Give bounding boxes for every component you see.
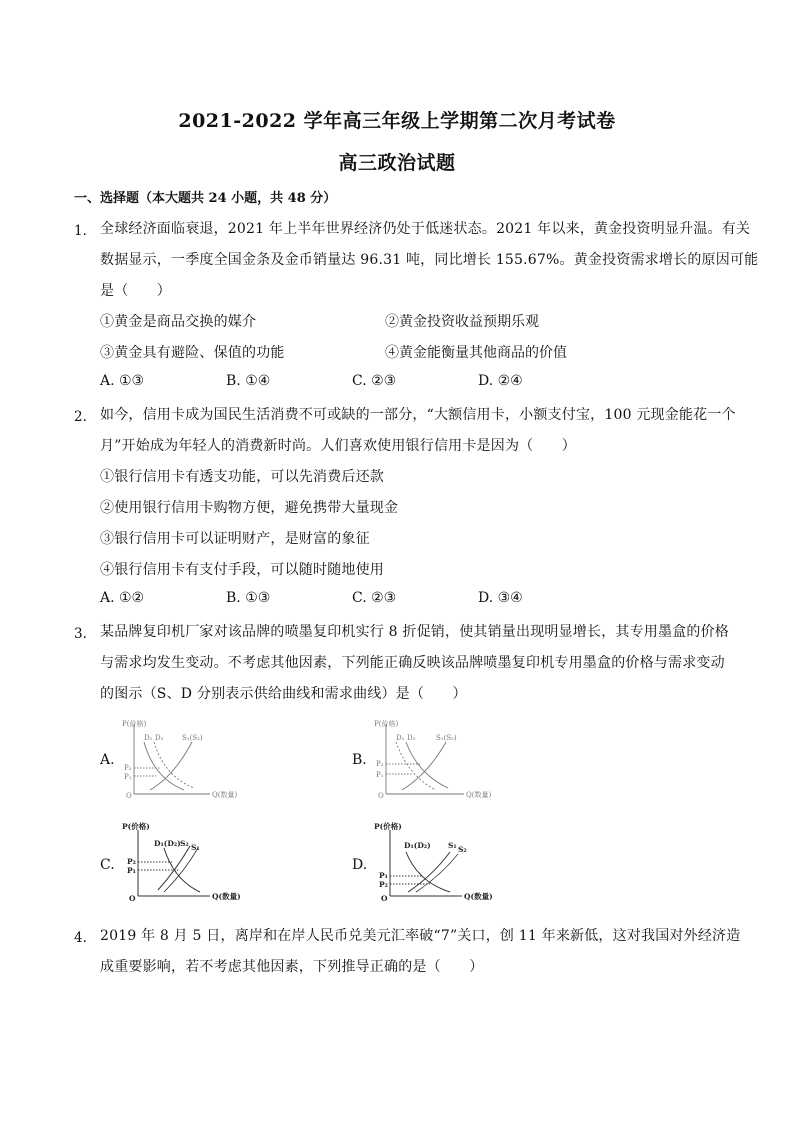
statement-item: ④银行信用卡有支付手段，可以随时随地使用 (100, 562, 384, 578)
supply-demand-graph-c (118, 818, 248, 908)
q-axis-label: Q(数量) (212, 791, 238, 799)
p2-label: P₂ (379, 880, 388, 889)
choice-d: D. ③④ (478, 590, 523, 606)
origin-label: O (378, 792, 384, 800)
origin-label: O (129, 894, 136, 903)
p1-label: P₁ (379, 871, 388, 880)
question-text-line: 数据显示，一季度全国金条及金币销量达 96.31 吨，同比增长 155.67%。黄金投资需求增长的原因可能 (100, 252, 759, 268)
choice-c: C. ②③ (352, 373, 397, 389)
choice-d: D. ②④ (478, 373, 523, 389)
question-number: 2. (74, 409, 87, 425)
p-axis-label: P(价格) (374, 822, 402, 831)
exam-title: 2021-2022 学年高三年级上学期第二次月考试卷 (178, 110, 616, 132)
figure-label-b: B. (352, 752, 367, 768)
question-number: 4. (74, 930, 87, 946)
statement-item: ②使用银行信用卡购物方便，避免携带大量现金 (100, 500, 399, 516)
supply-demand-graph-a (118, 716, 238, 806)
p1-label: P₁ (124, 773, 132, 781)
d2-label: D₂ (155, 734, 164, 742)
d1-label: D₁ (396, 734, 405, 742)
p-axis-label: P(价格) (122, 822, 150, 831)
p2-label: P₂ (127, 857, 136, 866)
q-axis-label: Q(数量) (464, 892, 493, 901)
s-label: S₁(S₂) (182, 734, 203, 742)
statement-item: ③银行信用卡可以证明财产，是财富的象征 (100, 531, 370, 547)
p-axis-label: P(价格) (374, 720, 399, 728)
supply-demand-graph-d (370, 818, 500, 908)
statement-item: ①银行信用卡有透支功能，可以先消费后还款 (100, 469, 384, 485)
question-text-line: 与需求均发生变动。不考虑其他因素，下列能正确反映该品牌喷墨复印机专用墨盒的价格与需求变动 (100, 655, 725, 671)
question-text-line: 如今，信用卡成为国民生活消费不可或缺的一部分，“大额信用卡，小额支付宝，100 元现金能花一个 (100, 407, 736, 423)
statement-item: ④黄金能衡量其他商品的价值 (385, 345, 567, 361)
d1-label: D₁ (144, 734, 153, 742)
question-text-line: 某品牌复印机厂家对该品牌的喷墨复印机实行 8 折促销，使其销量出现明显增长，其专用墨盒的价格 (100, 624, 730, 640)
section-heading: 一、选择题（本大题共 24 小题，共 48 分） (74, 191, 337, 206)
d2-label: D₂ (407, 734, 416, 742)
figure-label-d: D. (352, 857, 368, 873)
question-text-line: 是（ ） (100, 283, 171, 299)
question-text-line: 全球经济面临衰退，2021 年上半年世界经济仍处于低迷状态。2021 年以来，黄金投资明显升温。有关 (100, 221, 751, 237)
q-axis-label: Q(数量) (466, 791, 492, 799)
exam-subtitle: 高三政治试题 (338, 152, 456, 174)
statement-item: ②黄金投资收益预期乐观 (385, 314, 539, 330)
question-text-line: 成重要影响，若不考虑其他因素，下列推导正确的是（ ） (100, 959, 484, 975)
s1-label: S₁ (191, 843, 200, 852)
choice-c: C. ②③ (352, 590, 397, 606)
choice-a: A. ①③ (100, 373, 145, 389)
supply-demand-graph-b (370, 716, 494, 806)
question-number: 3. (74, 626, 87, 642)
s2-label: S₂ (458, 845, 467, 854)
origin-label: O (126, 792, 132, 800)
figure-label-c: C. (100, 857, 115, 873)
statement-item: ③黄金具有避险、保值的功能 (100, 345, 285, 361)
p2-label: P₂ (124, 764, 132, 772)
figure-label-a: A. (100, 752, 115, 768)
choice-b: B. ①④ (226, 373, 271, 389)
choice-b: B. ①③ (226, 590, 271, 606)
p-axis-label: P(价格) (122, 720, 147, 728)
question-text-line: 的图示（S、D 分别表示供给曲线和需求曲线）是（ ） (100, 686, 467, 702)
question-text-line: 2019 年 8 月 5 日，离岸和在岸人民币兑美元汇率破“7”关口，创 11 年来新低，这对我国对外经济造 (100, 928, 741, 944)
q-axis-label: Q(数量) (212, 892, 241, 901)
d-label: D₁(D₂) (404, 841, 431, 850)
d-label: D₁(D₂) (154, 839, 181, 848)
choice-a: A. ①② (100, 590, 145, 606)
question-text-line: 月”开始成为年轻人的消费新时尚。人们喜欢使用银行信用卡是因为（ ） (100, 438, 576, 454)
statement-item: ①黄金是商品交换的媒介 (100, 314, 257, 330)
s-label: S₁(S₂) (436, 734, 457, 742)
p2-label: P₂ (376, 760, 384, 768)
s1-label: S₁ (448, 841, 457, 850)
question-number: 1. (74, 223, 87, 239)
origin-label: O (381, 894, 388, 903)
s2-label: S₂ (180, 839, 189, 848)
p1-label: P₁ (127, 866, 136, 875)
p1-label: P₁ (376, 771, 384, 779)
